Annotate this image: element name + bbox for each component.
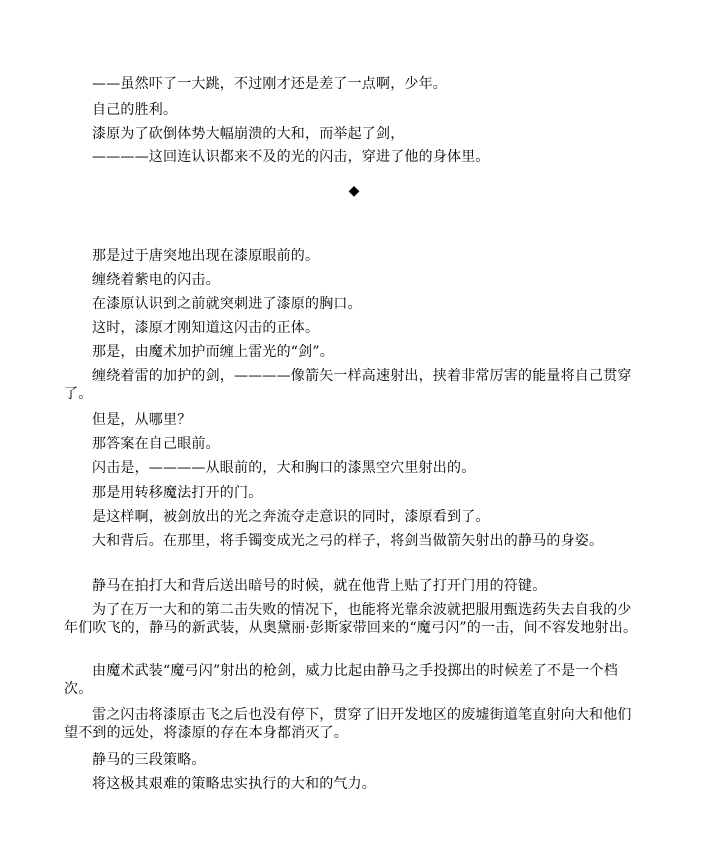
paragraph: ——虽然吓了一大跳，不过刚才还是差了一点啊，少年。 — [92, 76, 447, 92]
paragraph: 那答案在自己眼前。 — [92, 436, 220, 452]
paragraph: 在漆原认识到之前就突刺进了漆原的胸口。 — [92, 296, 362, 312]
paragraph: 为了在万一大和的第二击失败的情况下，也能将光靠余波就把服用甄选药失去自我的少年们吹飞的，静马的新武装，从奥黛丽·彭斯家带回来的“魔弓闪”的一击，间不容发地射出。 — [64, 602, 638, 636]
paragraph: 缠绕着紫电的闪击。 — [92, 272, 220, 288]
paragraph: ————这回连认识都来不及的光的闪击，穿进了他的身体里。 — [92, 149, 490, 165]
paragraph: 那是，由魔术加护而缠上雷光的“剑”。 — [92, 344, 334, 360]
paragraph: 漆原为了砍倒体势大幅崩溃的大和，而举起了剑， — [92, 126, 405, 142]
paragraph: 静马的三段策略。 — [92, 752, 206, 768]
paragraph: 静马在拍打大和背后送出暗号的时候，就在他背上贴了打开门用的符键。 — [92, 578, 547, 594]
paragraph: 那是过于唐突地出现在漆原眼前的。 — [92, 248, 320, 264]
paragraph: 由魔术武装“魔弓闪”射出的枪剑，威力比起由静马之手投掷出的时候差了不是一个档次。 — [64, 663, 618, 697]
paragraph: 缠绕着雷的加护的剑，————像箭矢一样高速射出，挟着非常厉害的能量将自己贯穿了。 — [64, 368, 632, 402]
paragraph: 但是，从哪里？ — [92, 412, 192, 428]
paragraph: 自己的胜利。 — [92, 102, 178, 118]
paragraph: 将这极其艰难的策略忠实执行的大和的气力。 — [92, 776, 376, 792]
section-separator: ◆ — [348, 183, 360, 199]
paragraph: 闪击是，————从眼前的，大和胸口的漆黑空穴里射出的。 — [92, 460, 476, 476]
paragraph: 这时，漆原才刚知道这闪击的正体。 — [92, 320, 320, 336]
paragraph: 大和背后。在那里，将手镯变成光之弓的样子，将剑当做箭矢射出的静马的身姿。 — [92, 533, 604, 549]
paragraph: 那是用转移魔法打开的门。 — [92, 485, 263, 501]
paragraph: 是这样啊，被剑放出的光之奔流夺走意识的同时，漆原看到了。 — [92, 509, 490, 525]
paragraph: 雷之闪击将漆原击飞之后也没有停下，贯穿了旧开发地区的废墟街道笔直射向大和他们望不到的远处，将漆原的存在本身都消灭了。 — [64, 707, 632, 741]
